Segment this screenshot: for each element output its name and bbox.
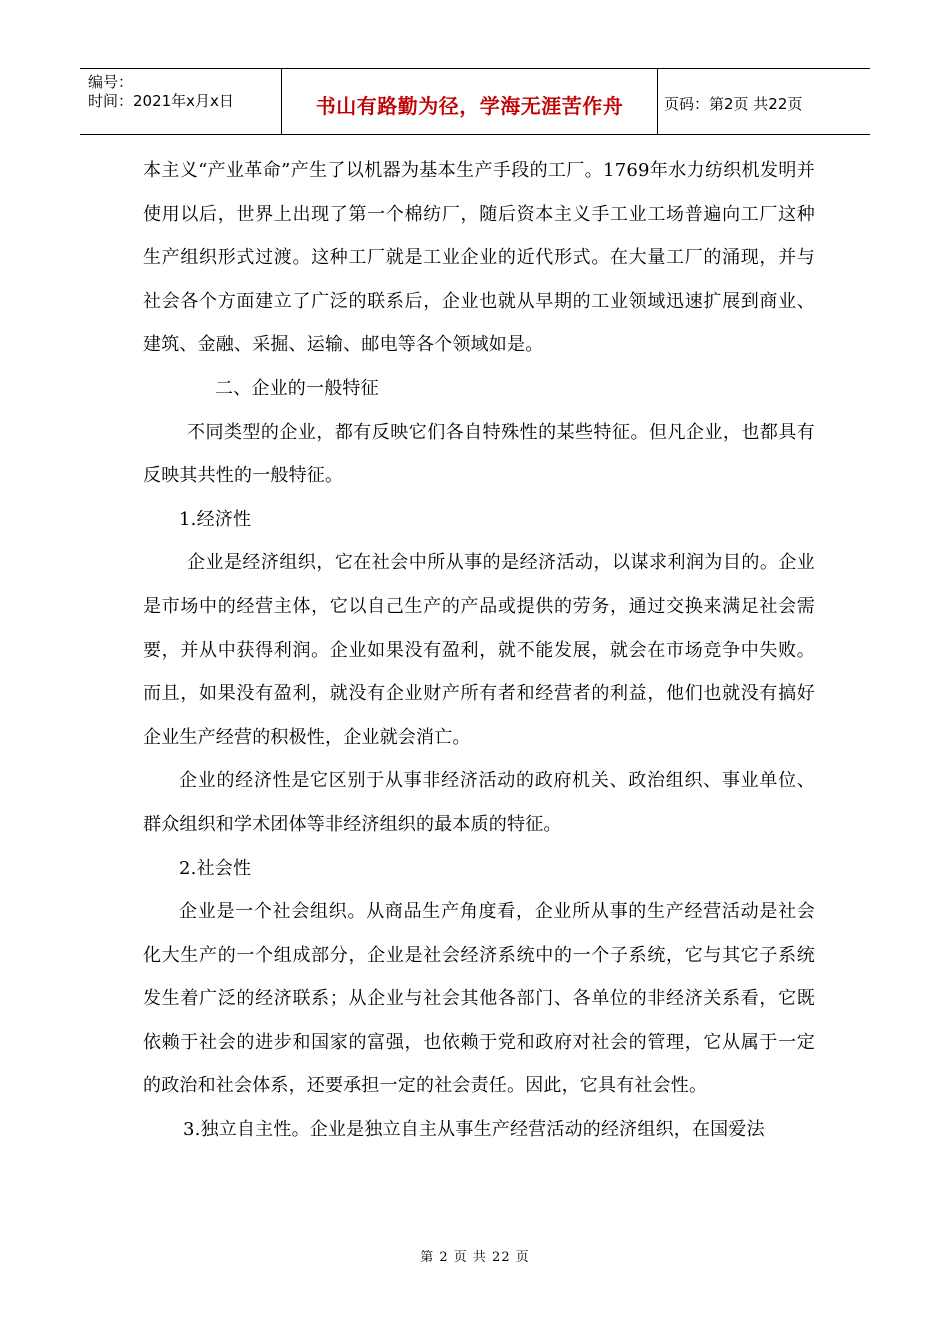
page-footer: 第 2 页 共 22 页 [420,1250,530,1265]
section-heading-general-features: 二、企业的一般特征 [215,377,379,399]
header-motto-cell [282,69,658,134]
paragraph-industrial-revolution: 本主义“产业革命”产生了以机器为基本生产手段的工厂。1769年水力纺织机发明并使用以后，世界上出现了第一个棉纺厂，随后资本主义手工业工场普遍向工厂这种生产组织形式过渡。这种工厂就是工业企业的近代形式。在大量工厂的涌现，并与社会各个方面建立了广泛的联系后，企业也就从早期的工业领域迅速扩展到商业、建筑、金融、采掘、运输、邮电等各个领域如是。 [143,160,815,356]
subheading-social: 2.社会性 [179,857,252,879]
page-header [80,68,870,135]
page-info: 页码：第2页 共22页 [664,95,803,113]
paragraph-social: 企业是一个社会组织。从商品生产角度看，企业所从事的生产经营活动是社会化大生产的一个组成部分，企业是社会经济系统中的一个子系统，它与其它子系统发生着广泛的经济联系；从企业与社会其他各部门、各单位的非经济关系看，它既依赖于社会的进步和国家的富强，也依赖于党和政府对社会的管理，它从属于一定的政治和社会体系，还要承担一定的社会责任。因此，它具有社会性。 [143,901,815,1097]
paragraph-autonomy: 3.独立自主性。企业是独立自主从事生产经营活动的经济组织，在国爱法 [183,1119,765,1141]
header-meta-cell [80,69,282,134]
code-label: 编号： [88,73,134,91]
subheading-economic: 1.经济性 [179,508,252,530]
paragraph-economic: 企业是经济组织，它在社会中所从事的是经济活动，以谋求利润为目的。企业是市场中的经营主体，它以自己生产的产品或提供的劳务，通过交换来满足社会需要，并从中获得利润。企业如果没有盈利，就不能发展，就会在市场竞争中失败。而且，如果没有盈利，就没有企业财产所有者和经营者的利益，他们也就没有搞好企业生产经营的积极性，企业就会消亡。 [143,552,815,748]
time-label: 时间：2021年x月x日 [88,92,234,110]
paragraph-economic-essence: 企业的经济性是它区别于从事非经济活动的政府机关、政治组织、事业单位、群众组织和学术团体等非经济组织的最本质的特征。 [143,770,815,835]
paragraph-features-intro: 不同类型的企业，都有反映它们各自特殊性的某些特征。但凡企业，也都具有反映其共性的一般特征。 [143,421,815,487]
document-body [143,149,815,1152]
header-page-cell [658,69,870,134]
motto-text: 书山有路勤为径，学海无涯苦作舟 [315,94,624,118]
